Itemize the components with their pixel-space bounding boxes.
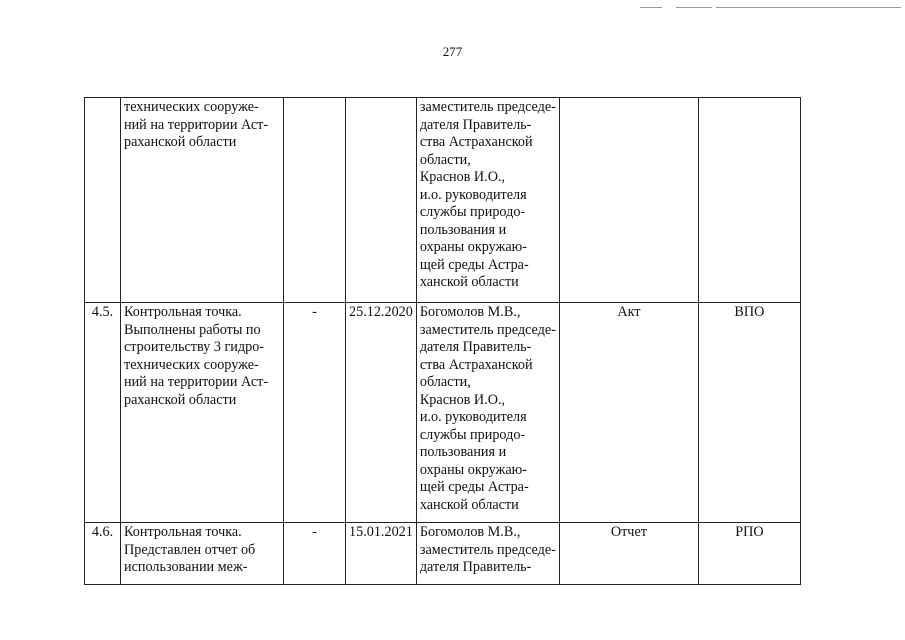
- item-name-cell: [121, 303, 284, 523]
- document-type-cell: Отчет: [559, 523, 698, 585]
- item-name-cell-line: Выполнены работы по: [124, 321, 261, 338]
- responsible-cell-line: дателя Правитель-: [419, 339, 532, 355]
- end-date-cell: [346, 98, 417, 303]
- item-name-cell-line: раханской области: [124, 391, 237, 408]
- responsible-cell-line: пользования и: [419, 221, 507, 238]
- item-name-cell: [121, 98, 284, 303]
- control-level-cell: ВПО: [698, 303, 800, 523]
- control-level-cell: [698, 98, 800, 303]
- item-name-cell-line: использовании меж-: [124, 559, 248, 575]
- document-type-cell: Акт: [559, 303, 698, 523]
- responsible-cell-line: щей среды Астра-: [419, 479, 529, 495]
- item-number-cell: 4.5.: [85, 303, 121, 523]
- responsible-cell-line: охраны окружаю-: [419, 239, 527, 255]
- item-number-cell: [85, 98, 121, 303]
- page-number: 277: [442, 44, 463, 59]
- table-row: [85, 523, 801, 585]
- item-name-cell-line: раханской области: [124, 134, 237, 150]
- item-name-cell-line: Контрольная точка.: [124, 304, 242, 320]
- responsible-cell-line: Краснов И.О.,: [419, 169, 506, 185]
- header-decorative-line-3: [716, 7, 901, 8]
- responsible-cell-line: области,: [419, 151, 471, 168]
- table-row: [85, 98, 801, 303]
- item-name-cell-line: технических сооруже-: [124, 356, 259, 373]
- responsible-cell-line: ства Астраханской: [419, 134, 533, 150]
- responsible-cell-line: ханской области: [419, 274, 519, 290]
- item-name-cell-line: Контрольная точка.: [124, 524, 242, 540]
- responsible-cell-line: Богомолов М.В.,: [419, 524, 521, 540]
- responsible-cell-line: щей среды Астра-: [419, 256, 529, 273]
- responsible-cell-line: службы природо-: [419, 426, 526, 443]
- responsible-cell-line: ства Астраханской: [419, 356, 533, 373]
- document-type-cell: [559, 98, 698, 303]
- table-row: [85, 303, 801, 523]
- item-name-cell-line: ний на территории Аст-: [124, 116, 269, 133]
- responsible-cell-line: и.о. руководителя: [419, 186, 527, 203]
- responsible-cell-line: Краснов И.О.,: [419, 391, 506, 408]
- responsible-cell: [416, 303, 559, 523]
- responsible-cell-line: и.о. руководителя: [419, 409, 527, 425]
- item-name-cell-line: технических сооруже-: [124, 99, 259, 115]
- start-date-cell: -: [284, 523, 346, 585]
- responsible-cell-line: заместитель председе-: [419, 541, 556, 558]
- item-name-cell-line: Представлен отчет об: [124, 541, 256, 558]
- responsible-cell-line: охраны окружаю-: [419, 461, 527, 478]
- responsible-cell-line: пользования и: [419, 444, 507, 460]
- responsible-cell-line: дателя Правитель-: [419, 559, 532, 575]
- start-date-cell: -: [284, 303, 346, 523]
- responsible-cell-line: ханской области: [419, 496, 519, 513]
- item-name-cell: [121, 523, 284, 585]
- responsible-cell-line: области,: [419, 374, 471, 390]
- item-name-cell-line: строительству 3 гидро-: [124, 339, 265, 355]
- control-level-cell: РПО: [698, 523, 800, 585]
- header-decorative-line-2: [676, 7, 712, 8]
- header-decorative-line-1: [640, 7, 662, 8]
- responsible-cell-line: Богомолов М.В.,: [419, 304, 521, 320]
- responsible-cell: [416, 98, 559, 303]
- responsible-cell-line: дателя Правитель-: [419, 116, 532, 133]
- start-date-cell: [284, 98, 346, 303]
- end-date-cell: 25.12.2020: [346, 303, 417, 523]
- responsible-cell-line: заместитель председе-: [419, 99, 556, 115]
- responsible-cell: [416, 523, 559, 585]
- end-date-cell: 15.01.2021: [346, 523, 417, 585]
- item-name-cell-line: ний на территории Аст-: [124, 374, 269, 390]
- responsible-cell-line: заместитель председе-: [419, 321, 556, 338]
- plan-table: [84, 97, 801, 585]
- responsible-cell-line: службы природо-: [419, 204, 526, 220]
- item-number-cell: 4.6.: [85, 523, 121, 585]
